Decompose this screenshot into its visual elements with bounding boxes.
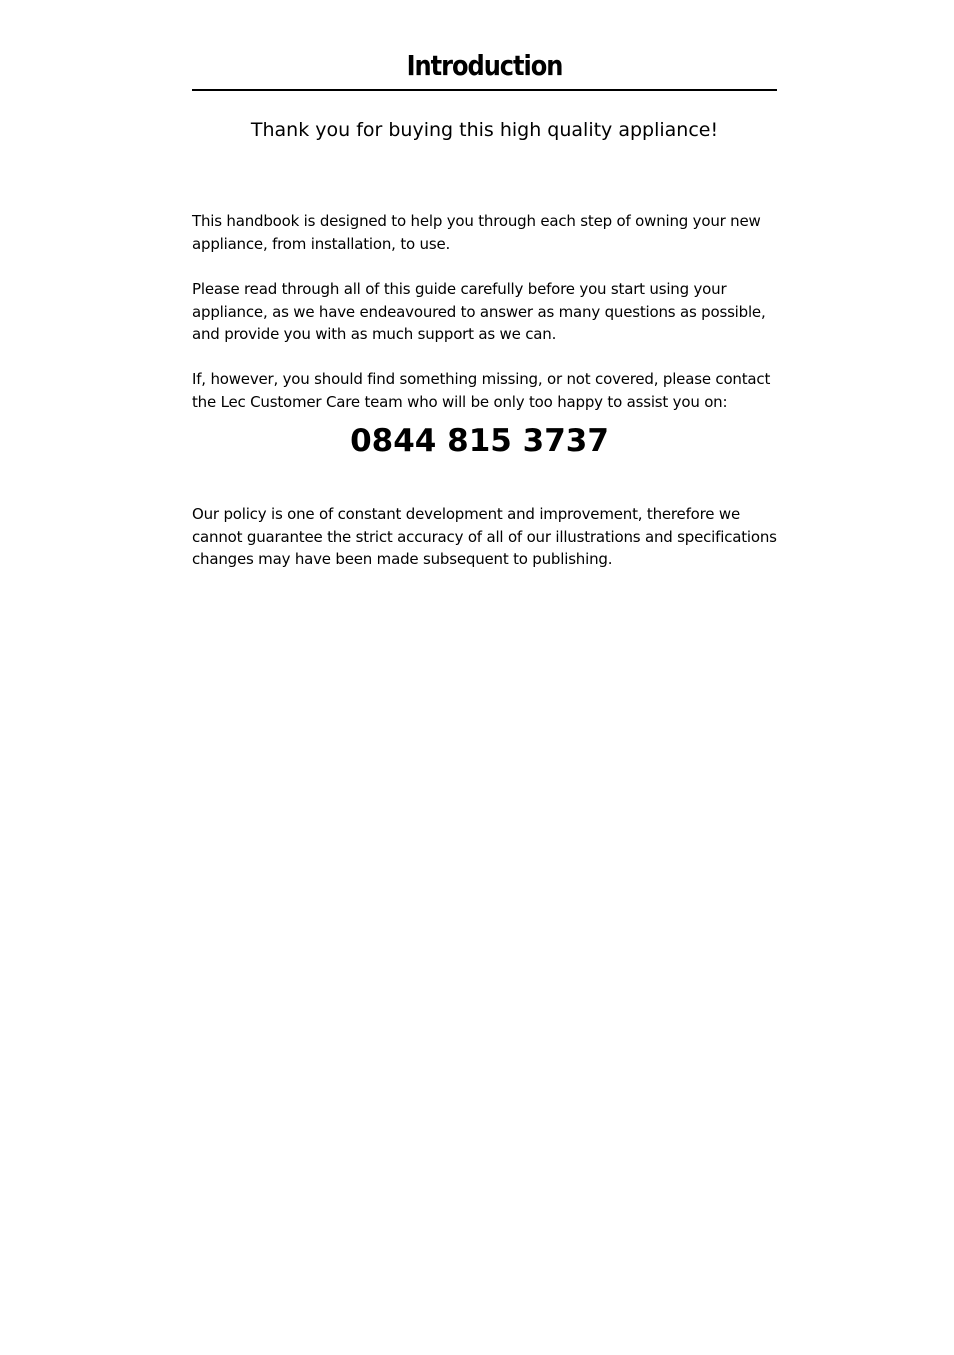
page-title: Introduction	[406, 49, 563, 82]
contact-paragraph: If, however, you should find something missing, or not covered, please contact the Lec Customer Care team who will be only too happy to assist you on:	[192, 370, 771, 411]
title-divider	[192, 89, 777, 91]
policy-paragraph: Our policy is one of constant development and improvement, therefore we cannot guarantee the strict accuracy of all of our illustrations and specifications changes may have been made subsequent to publishing.	[192, 505, 777, 568]
page-subtitle: Thank you for buying this high quality appliance!	[250, 119, 719, 141]
read-guide-paragraph: Please read through all of this guide carefully before you start using your appliance, as we have endeavoured to answer as many questions as possible, and provide you with as much support as we can.	[192, 280, 766, 343]
customer-care-phone-number: 0844 815 3737	[350, 423, 609, 459]
intro-paragraph: This handbook is designed to help you through each step of owning your new appliance, from installation, to use.	[192, 212, 761, 253]
